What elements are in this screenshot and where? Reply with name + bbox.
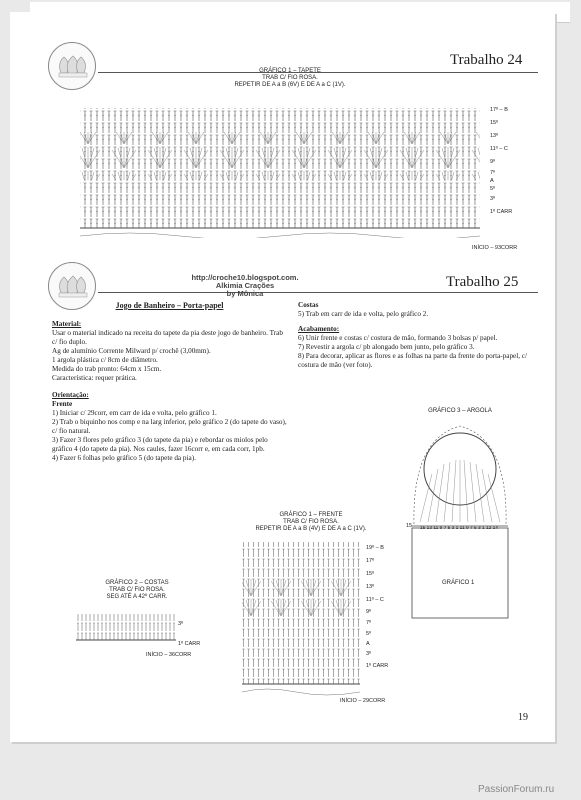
acabamento-label: Acabamento:	[298, 325, 340, 333]
blog-watermark: http://croche10.blogspot.com. Alkimia Crações by Mônica	[191, 273, 299, 298]
orientacao-label: Orientação:	[52, 391, 89, 399]
tapete-row-labels: 17º – B 15º 13º 11º – C 9º 7º A 5º 3º 1º CARR	[490, 107, 513, 215]
material-line: 1 argola plástica c/ 8cm de diâmetro.	[52, 356, 158, 364]
argola-left-number: 15	[406, 523, 413, 529]
perfume-bottles-logo	[48, 42, 96, 90]
argola-chart-title: GRÁFICO 3 – ARGOLA	[428, 408, 492, 414]
page-number: 19	[518, 712, 528, 723]
magazine-page	[10, 12, 555, 742]
trabalho-24-title: Trabalho 24	[450, 52, 523, 68]
frente-step: 4) Fazer 6 folhas pelo gráfico 5 (do tapete da pia).	[52, 454, 196, 462]
costas-crochet-chart	[72, 612, 182, 648]
acabamento-step: 6) Unir frente e costas c/ costura de mão, formando 3 bolsas p/ papel.	[298, 334, 498, 342]
costas-step: 5) Trab em carr de ida e volta, pelo gráfico 2.	[298, 310, 429, 318]
frente-row-labels: 19º – B 17º 15º 13º 11º – C 9º 7º 5º A 3º 1º CARR	[366, 545, 389, 669]
tapete-inicio-label: INÍCIO – 93CORR	[472, 245, 518, 251]
caracteristica-text: Característica: requer prática.	[52, 374, 137, 382]
material-line: Usar o material indicado na receita do tapete da pia deste jogo de banheiro. Trab c/ fio duplo.	[52, 329, 283, 346]
costas-chart-caption: GRÁFICO 2 – COSTAS TRAB C/ FIO ROSA. SEG ATÉ A 42º CARR.	[105, 580, 169, 600]
frente-inicio-label: INÍCIO – 29CORR	[340, 698, 386, 704]
grafico-tapete-caption: GRÁFICO 1 – TAPETE TRAB C/ FIO ROSA. REPETIR DE A a B (6V) E DE A a C (1V).	[234, 68, 346, 88]
acabamento-step: 7) Revestir a argola c/ pb alongado bem junto, pelo gráfico 3.	[298, 343, 475, 351]
frente-step: 1) Iniciar c/ 29corr, em carr de ida e volta, pelo gráfico 1.	[52, 409, 217, 417]
argola-chart	[402, 414, 522, 624]
acabamento-step: 8) Para decorar, aplicar as flores e as folhas na parte da frente do porta-papel, c/ costura de mão (ver foto).	[298, 352, 527, 369]
instructions-column-left	[52, 301, 287, 463]
argola-stitch-numbers: 15 13 11 9 7 5 3 1 11 9 7 5 3 1 12 14	[420, 526, 498, 531]
medida-text: Medida do trab pronto: 64cm x 15cm.	[52, 365, 162, 373]
frente-label: Frente	[52, 400, 73, 408]
frente-step: 3) Fazer 3 flores pelo gráfico 3 (do tapete da pia) e rebordar os miolos pelo gráfico 4 (do tapete da pia). Nos caules, fazer 16corr e, em cada corr, 1pb.	[52, 436, 268, 453]
tapete-crochet-chart	[70, 98, 490, 238]
frente-chart-caption: GRÁFICO 1 – FRENTE TRAB C/ FIO ROSA. REPETIR DE A a B (4V) E DE A a C (1V).	[255, 512, 367, 532]
costas-row-labels: 3º 1º CARR	[178, 621, 201, 647]
costas-inicio-label: INÍCIO – 36CORR	[146, 652, 192, 658]
argola-grafico1-label: GRÁFICO 1	[442, 580, 475, 586]
frente-step: 2) Trab o biquinho nos comp e na larg inferior, pelo gráfico 2 (do tapete do vaso), c/ fio natural.	[52, 418, 287, 435]
trabalho-25-title: Trabalho 25	[446, 274, 519, 290]
project-heading: Jogo de Banheiro – Porta-papel	[115, 301, 224, 310]
forum-watermark: PassionForum.ru	[478, 784, 555, 795]
material-label: Material:	[52, 320, 82, 328]
costas-label: Costas	[298, 301, 319, 309]
instructions-column-right	[298, 301, 530, 370]
material-line: Ag de alumínio Corrente Milward p/ crochê (3,00mm).	[52, 347, 211, 355]
frente-crochet-chart	[236, 538, 366, 698]
